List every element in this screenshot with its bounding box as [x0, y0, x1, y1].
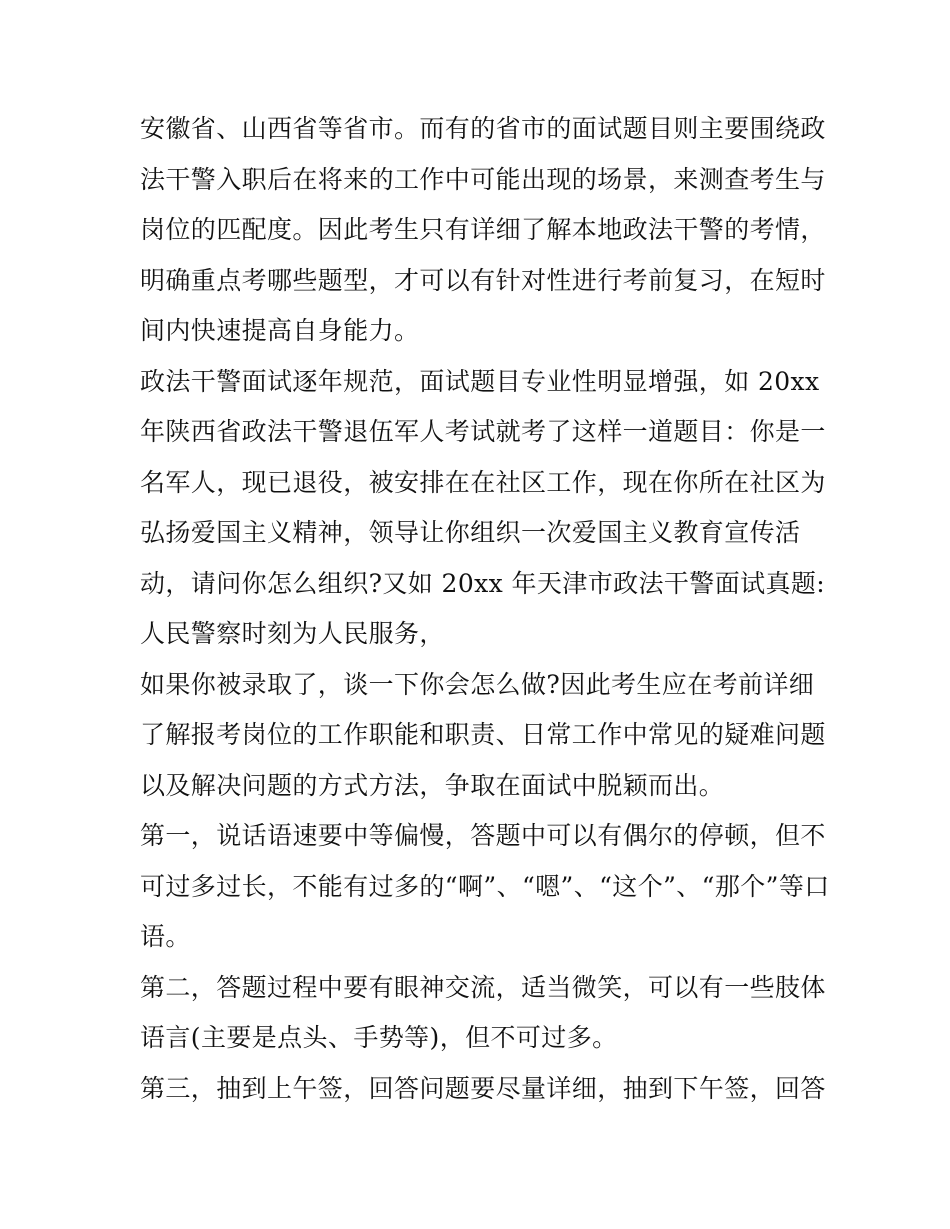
text-line-19: 语言(主要是点头、手势等)，但不可过多。	[140, 1023, 618, 1052]
text-line-18: 第二，答题过程中要有眼神交流，适当微笑，可以有一些肢体	[140, 972, 826, 1002]
text-line-9: 弘扬爱国主义精神，领导让你组织一次爱国主义教育宣传活	[140, 518, 801, 547]
text-line-7: 年陕西省政法干警退伍军人考试就考了这样一道题目：你是一	[140, 417, 826, 446]
text-line-13: 了解报考岗位的工作职能和职责、日常工作中常见的疑难问题	[140, 720, 826, 749]
text-line-4: 明确重点考哪些题型，才可以有针对性进行考前复习，在短时	[140, 265, 826, 295]
text-line-8: 名军人，现已退役，被安排在在社区工作，现在你所在社区为	[140, 467, 826, 497]
text-line-11: 人民警察时刻为人民服务，	[140, 619, 445, 648]
text-line-15: 第一，说话语速要中等偏慢，答题中可以有偶尔的停顿，但不	[140, 821, 826, 850]
text-line-20: 第三，抽到上午签，回答问题要尽量详细，抽到下午签，回答	[140, 1073, 826, 1103]
text-line-6: 政法干警面试逐年规范，面试题目专业性明显增强，如 20xx	[140, 366, 820, 396]
text-line-5: 间内快速提高自身能力。	[140, 316, 420, 345]
text-line-16: 可过多过长，不能有过多的“啊”、“嗯”、“这个”、“那个”等口	[140, 871, 830, 901]
text-line-10: 动，请问你怎么组织?又如 20xx 年天津市政法干警面试真题:	[140, 568, 826, 598]
text-line-1: 安徽省、山西省等省市。而有的省市的面试题目则主要围绕政	[140, 114, 826, 143]
text-line-12: 如果你被录取了，谈一下你会怎么做?因此考生应在考前详细	[140, 669, 815, 699]
text-line-2: 法干警入职后在将来的工作中可能出现的场景，来测查考生与	[140, 164, 826, 194]
text-line-14: 以及解决问题的方式方法，争取在面试中脱颖而出。	[140, 770, 725, 800]
text-line-3: 岗位的匹配度。因此考生只有详细了解本地政法干警的考情，	[140, 215, 826, 244]
document-body	[140, 104, 830, 1114]
text-line-17: 语。	[140, 922, 191, 951]
